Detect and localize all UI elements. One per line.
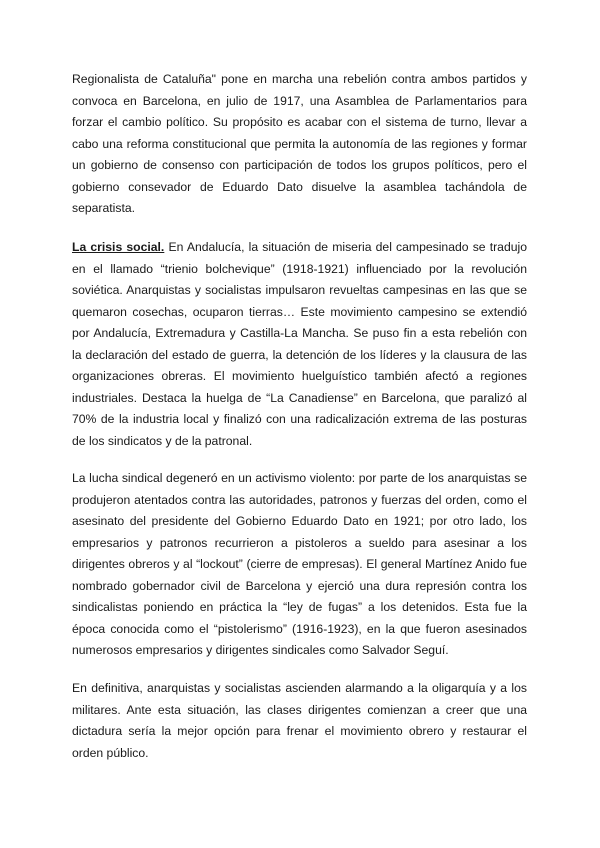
paragraph-conclusion	[72, 678, 527, 764]
section-heading-crisis-social: La crisis social.	[72, 240, 165, 254]
paragraph-text: En Andalucía, la situación de miseria del campesinado se tradujo en el llamado “trienio bolchevique” (1918-1921) influenciado por la revolución soviética. Anarquistas y socialistas impulsaron revueltas campesinas en las que se quemaron cosechas, ocuparon tierras… Este movimiento campesino se extendió por Andalucía, Extremadura y Castilla-La Mancha. Se puso fin a esta rebelión con la declaración del estado de guerra, la detención de los líderes y la clausura de las organizaciones obreras. El movimiento huelguístico también afectó a regiones industriales. Destaca la huelga de “La Canadiense” en Barcelona, que paralizó al 70% de la industria local y finalizó con una radicalización extrema de las posturas de los sindicatos y de la patronal.	[72, 240, 527, 448]
paragraph-text: La lucha sindical degeneró en un activismo violento: por parte de los anarquistas se produjeron atentados contra las autoridades, patronos y fuerzas del orden, como el asesinato del presidente del Gobierno Eduardo Dato en 1921; por otro lado, los empresarios y patronos recurrieron a pistoleros a sueldo para asesinar a los dirigentes obreros y al “lockout” (cierre de empresas). El general Martínez Anido fue nombrado gobernador civil de Barcelona y ejerció una dura represión contra los sindicalistas poniendo en práctica la “ley de fugas” a los detenidos. Esta fue la época conocida como el “pistolerismo” (1916-1923), en la que fueron asesinados numerosos empresarios y dirigentes sindicales como Salvador Seguí.	[72, 471, 527, 657]
paragraph-asamblea-parlamentarios	[72, 69, 527, 220]
paragraph-crisis-social	[72, 237, 527, 452]
paragraph-text: En definitiva, anarquistas y socialistas ascienden alarmando a la oligarquía y a los militares. Ante esta situación, las clases dirigentes comienzan a creer que una dictadura sería la mejor opción para frenar el movimiento obrero y restaurar el orden público.	[72, 681, 527, 760]
paragraph-lucha-sindical	[72, 468, 527, 662]
paragraph-text: Regionalista de Cataluña" pone en marcha una rebelión contra ambos partidos y convoca en Barcelona, en julio de 1917, una Asamblea de Parlamentarios para forzar el cambio político. Su propósito es acabar con el sistema de turno, llevar a cabo una reforma constitucional que permita la autonomía de las regiones y formar un gobierno de consenso con participación de todos los grupos políticos, pero el gobierno consevador de Eduardo Dato disuelve la asamblea tachándola de separatista.	[72, 72, 527, 215]
